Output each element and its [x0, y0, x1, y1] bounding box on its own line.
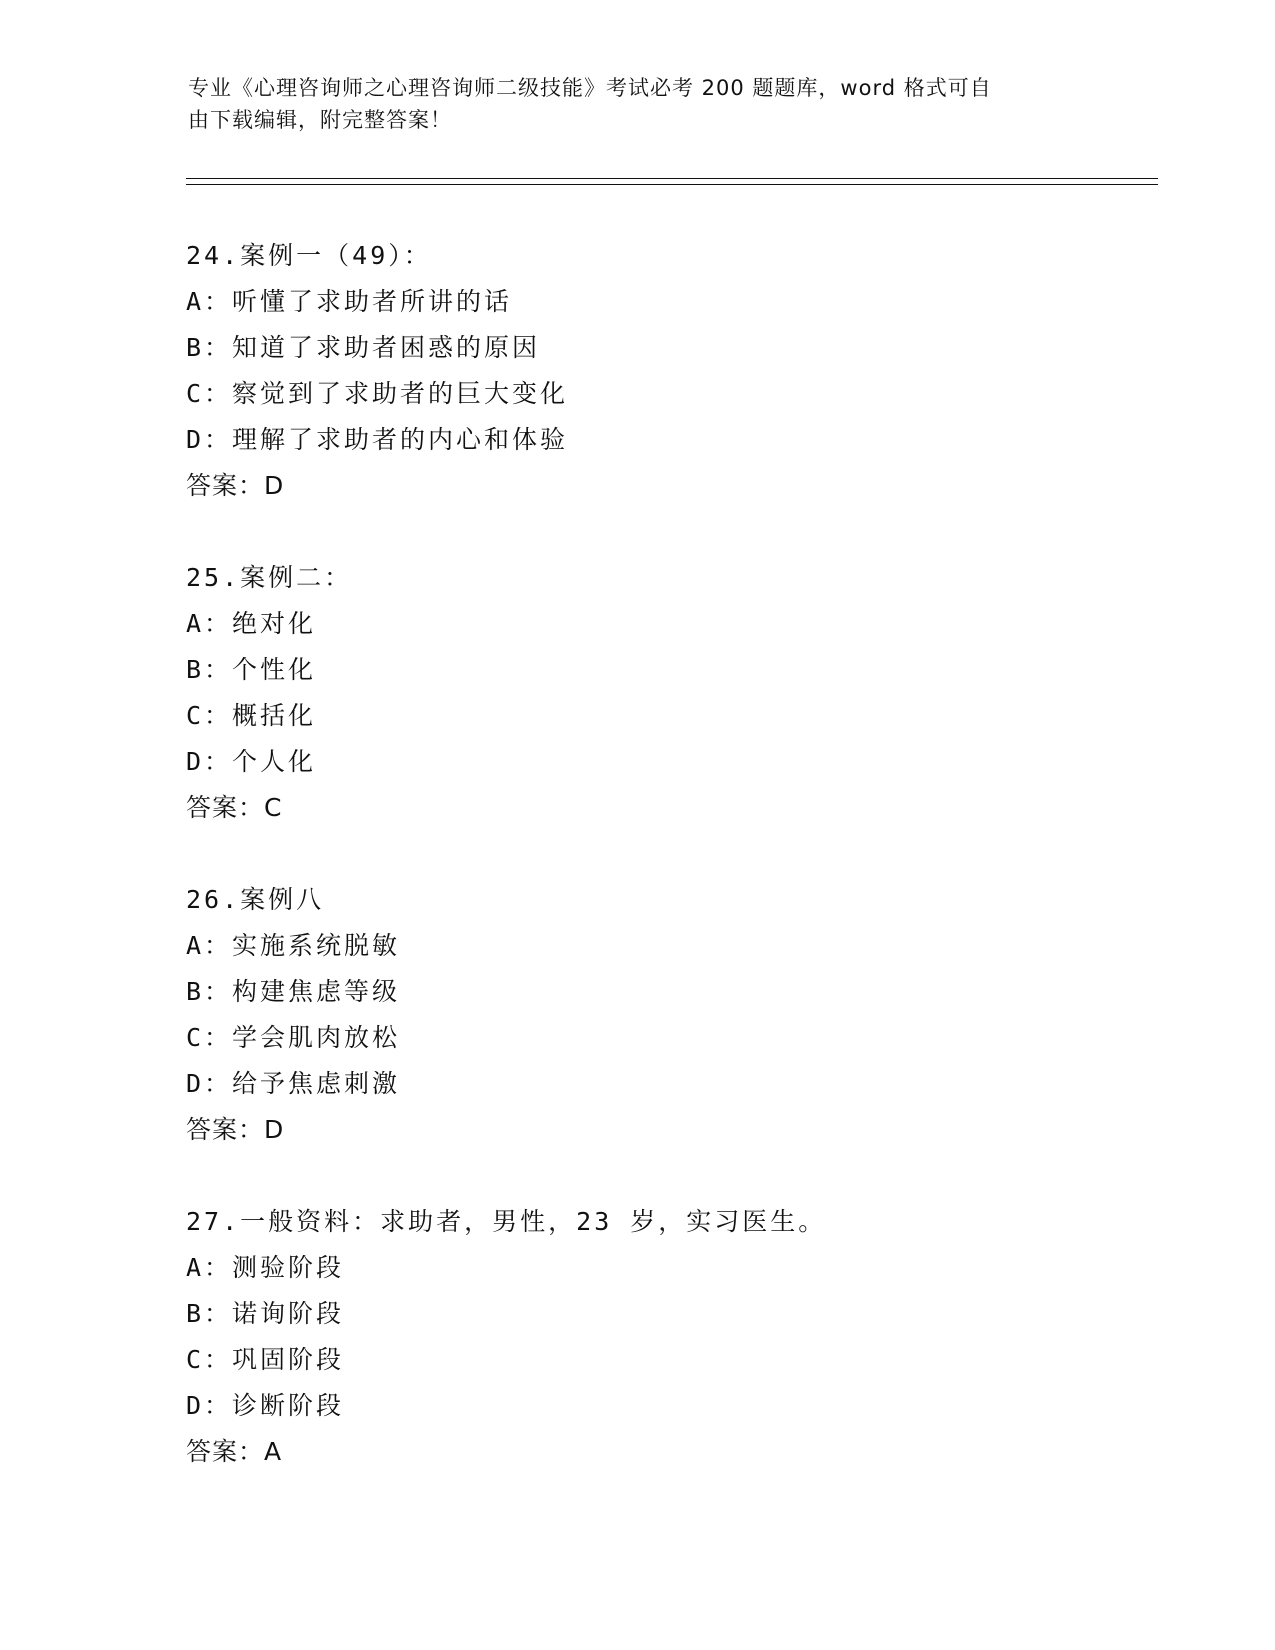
- question-27: [186, 1199, 826, 1475]
- option-d: D：理解了求助者的内心和体验: [186, 425, 569, 454]
- option-b: B：知道了求助者困惑的原因: [186, 333, 541, 362]
- option-a: A：绝对化: [186, 609, 317, 638]
- option-d: D：给予焦虑刺激: [186, 1069, 401, 1098]
- question-24: [186, 233, 826, 509]
- answer: 答案：D: [186, 1115, 285, 1144]
- answer: 答案：C: [186, 793, 283, 822]
- question-list: [186, 233, 826, 1521]
- option-d: D：个人化: [186, 747, 317, 776]
- option-c: C：察觉到了求助者的巨大变化: [186, 379, 569, 408]
- answer: 答案：A: [186, 1437, 283, 1466]
- option-a: A：测验阶段: [186, 1253, 345, 1282]
- question-stem: 24.案例一（49）：: [186, 241, 432, 270]
- header-line-2: 由下载编辑，附完整答案！: [188, 108, 452, 132]
- option-c: C：巩固阶段: [186, 1345, 345, 1374]
- answer: 答案：D: [186, 471, 285, 500]
- option-b: B：构建焦虑等级: [186, 977, 401, 1006]
- option-c: C：概括化: [186, 701, 317, 730]
- option-a: A：实施系统脱敏: [186, 931, 401, 960]
- option-d: D：诊断阶段: [186, 1391, 345, 1420]
- option-a: A：听懂了求助者所讲的话: [186, 287, 513, 316]
- option-b: B：个性化: [186, 655, 317, 684]
- header-line-1: 专业《心理咨询师之心理咨询师二级技能》考试必考 200 题题库，word 格式可自: [188, 76, 992, 100]
- question-stem: 27.一般资料：求助者，男性，23 岁，实习医生。: [186, 1207, 827, 1236]
- question-stem: 26.案例八: [186, 885, 325, 914]
- header-double-rule: [186, 178, 1158, 185]
- document-header: [188, 72, 1088, 136]
- question-26: [186, 877, 826, 1153]
- option-b: B：诺询阶段: [186, 1299, 345, 1328]
- option-c: C：学会肌肉放松: [186, 1023, 401, 1052]
- question-stem: 25.案例二：: [186, 563, 353, 592]
- question-25: [186, 555, 826, 831]
